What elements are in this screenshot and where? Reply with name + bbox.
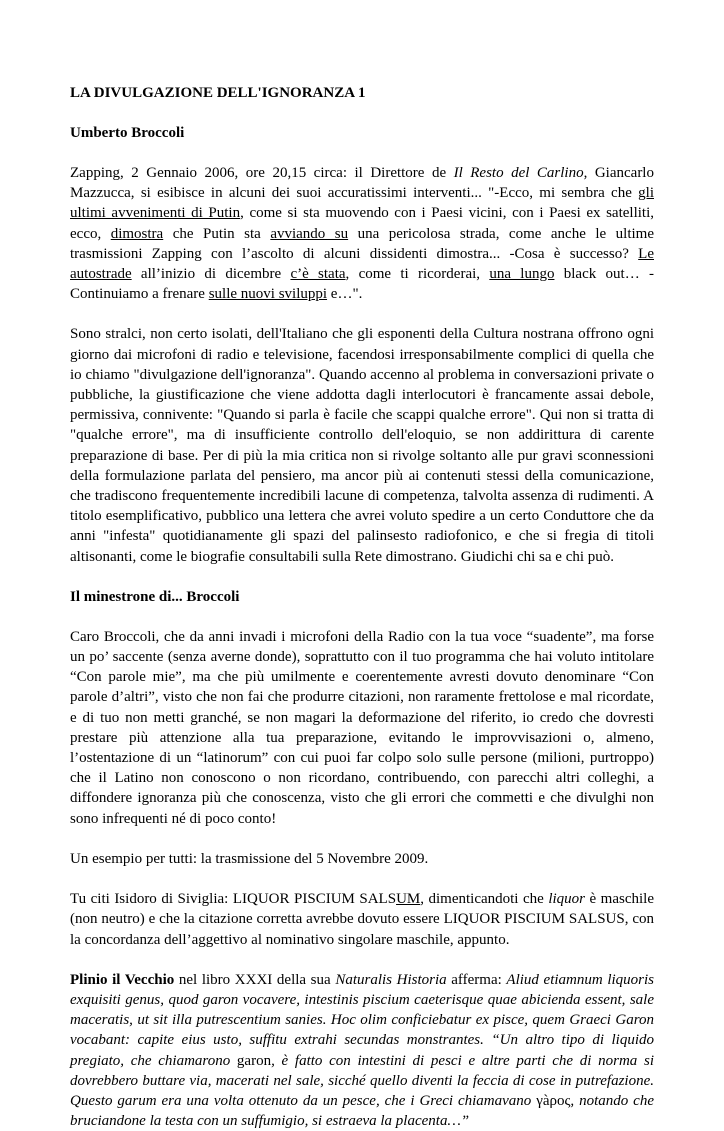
italic-term: liquor: [548, 891, 585, 908]
text-run: black out… -Continuiamo a frenare: [70, 266, 654, 303]
text-run: all’inizio di dicembre: [131, 266, 291, 283]
text-run: nel libro XXXI della sua: [174, 971, 336, 988]
author-reference: Plinio il Vecchio: [70, 971, 175, 988]
text-run: , dimenticandoti che: [420, 891, 549, 908]
paragraph-commentary: Sono stralci, non certo isolati, dell'Italiano che gli esponenti della Cultura nostrana offrono ogni giorno dai microfoni di radio e televisione, facendosi irresponsabilmente complici di quella che io chiamo "divulgazione dell'ignoranza". Quando accenno al problema in conversazioni private o pubbliche, la giustificazione che viene addotta dagli interlocutori è francamente assai debole, permissiva, connivente: "Quando si parla è facile che scappi qualche errore". Qui non si tratta di "qualche errore", ma di insufficiente controllo dell'eloquio, se non addirittura di carente preparazione di base. Per di più la mia critica non si rivolge soltanto alle pur gravi sconnessioni della formulazione parlata del pensiero, ma ancor più ai contenuti stessi della comunicazione, che tradiscono frequentemente incredibili lacune di competenza, talvolta assenza di rudimenti. A titolo esemplificativo, pubblico una lettera che avrei voluto spedire a un certo Conduttore che da anni "infesta" quotidianamente gli spazi del palinsesto radiofonico, e che si fregia di titoli altisonanti, come le biografie consultabili sulla Rete dimostrano. Giudichi chi sa e chi può.: [70, 326, 654, 565]
paragraph-intro-quote: [70, 163, 654, 304]
text-run: è maschile (non neutro) e che la citazione corretta avrebbe dovuto essere LIQUOR PISCIUM SALSUS, con la concordanza dell’aggettivo al nominativo singolare maschile, appunto.: [70, 891, 654, 948]
underlined-error: dimostra: [110, 225, 164, 242]
paragraph-letter: Caro Broccoli, che da anni invadi i microfoni della Radio con la tua voce “suadente”, ma forse un po’ saccente (senza averne donde), soprattutto con il tuo programma che hai voluto intitolare “Con parole mie”, ma che più umilmente e coerentemente avresti dovuto denominare “Con parole d’altri”, visto che non fai che produrre citazioni, non raramente frettolose e mal ricordate, e di tuo non metti granché, se non magari la deformazione del riferito, io credo che dovresti prestare più attenzione alla tua preparazione, evitando le improvvisazioni o, almeno, l’ostentazione di un “latinorum” con cui puoi far colpo solo sulle persone (milioni, purtroppo) che il Latino non conoscono o non ricordano, contribuendo, con parecchi altri colleghi, a diffondere ignoranza più che conoscenza, visto che gli errori che commetti e che divulghi non sono infrequenti né di poco conto!: [70, 628, 654, 827]
paragraph-example: Un esempio per tutti: la trasmissione del 5 Novembre 2009.: [70, 850, 429, 867]
section-heading: Il minestrone di... Broccoli: [70, 588, 240, 605]
text-run: , come ti ricorderai,: [345, 266, 490, 283]
text-run: Zapping, 2 Gennaio 2006, ore 20,15 circa: il Direttore de: [70, 165, 454, 181]
underlined-error: sulle nuovi sviluppi: [208, 286, 328, 303]
translation-run: , notando che bruciandone la testa con un suffumigio, si estraeva la placenta…”: [70, 1092, 654, 1130]
text-run: una pericolosa strada, come anche le ultime trasmissioni Zapping con l’ascolto di alcuni dissidenti dimostra... -Cosa è successo?: [70, 225, 654, 262]
underlined-error: avviando su: [270, 225, 349, 242]
paragraph-isidoro: [70, 889, 654, 950]
greek-term: γàρος: [536, 1092, 571, 1109]
newspaper-title: Il Resto del Carlino: [453, 165, 584, 181]
text-run: Tu citi Isidoro di Siviglia: LIQUOR PISCIUM SALS: [70, 891, 397, 908]
text-run: e…".: [327, 286, 363, 303]
text-run: afferma:: [446, 971, 507, 988]
paragraph-plinio: [70, 970, 654, 1131]
underlined-error: Le autostrade: [70, 245, 654, 283]
document-title: LA DIVULGAZIONE DELL'IGNORANZA 1: [70, 85, 366, 101]
underlined-error: UM: [396, 891, 421, 908]
translation-run: , è fatto con intestini di pesci e altre parti che di norma si dovrebbero buttare via, macerati nel sale, sicché quello diventi la feccia di cose in putrefazione. Questo garum era una volta ottenuto da un pesce, che i Greci chiamavano: [70, 1052, 654, 1109]
underlined-error: gli ultimi avvenimenti di Putin: [70, 185, 654, 222]
author-name: Umberto Broccoli: [70, 125, 185, 141]
latin-quote: Aliud etiamnum liquoris exquisiti genus, quod garon vocavere, intestinis piscium caeterisque quae abicienda essent, sale maceratis, ut sit illa putrescentium sanies. Hoc olim conficiebatur ex pisce, quem Graeci Garon vocabant: capite eius usto, suffitu extrahi secundas monstrantes. “Un altro tipo di liquido pregiato, che chiamarono: [70, 971, 655, 1069]
underlined-error: c’è stata: [290, 266, 346, 283]
text-run: , come si sta muovendo con i Paesi vicini, con i Paesi ex satelliti, ecco,: [70, 205, 654, 242]
underlined-error: una lungo: [489, 266, 555, 283]
text-run: , Giancarlo Mazzucca, si esibisce in alcuni dei suoi accuratissimi interventi... "-Ecco, mi sembra che: [70, 165, 654, 202]
text-run: che Putin sta: [163, 225, 271, 242]
book-title: Naturalis Historia: [335, 971, 447, 988]
text-run: garon: [236, 1052, 272, 1069]
